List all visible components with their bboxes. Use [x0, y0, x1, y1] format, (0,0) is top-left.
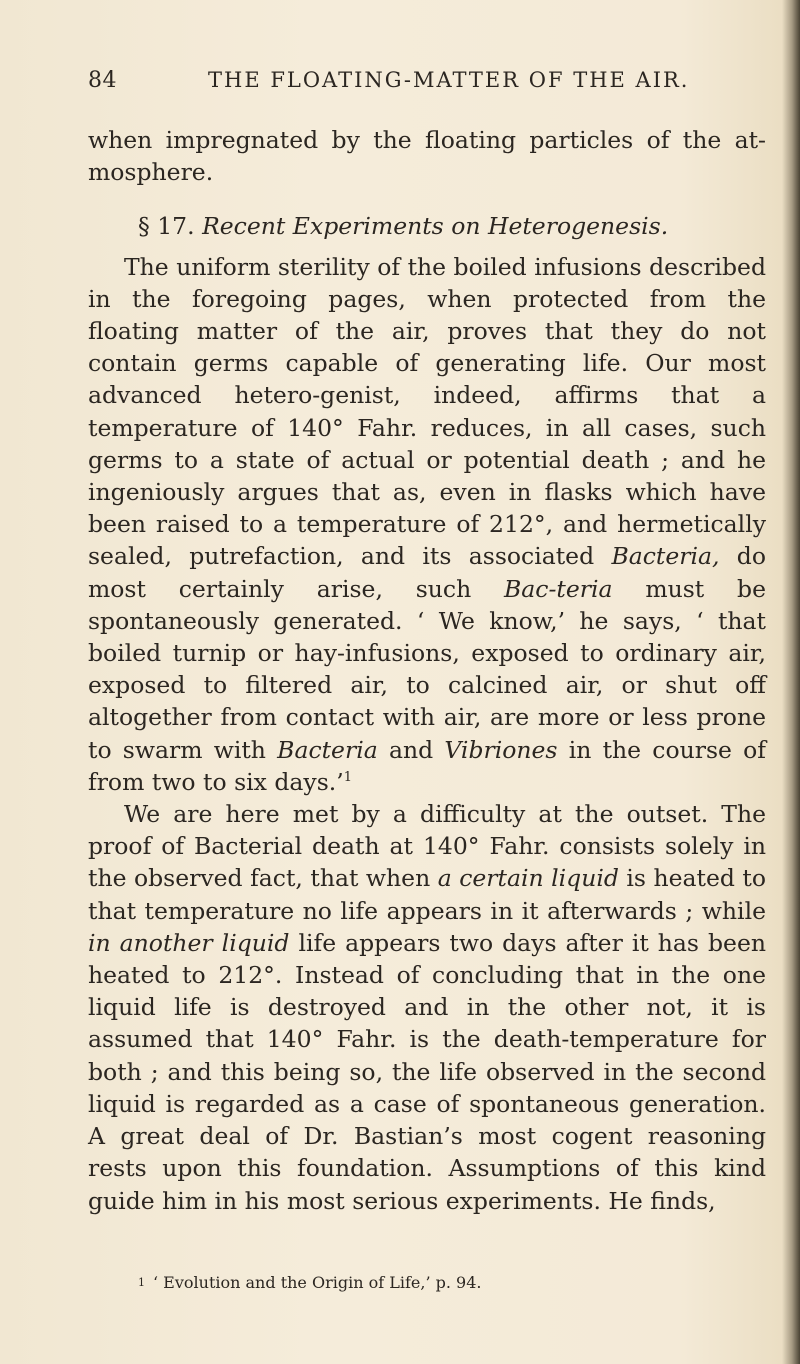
italic-term: Vibriones: [444, 735, 558, 764]
italic-term: Bac-teria: [504, 574, 613, 603]
italic-phrase: a certain liquid: [437, 864, 619, 893]
italic-term: Bacteria: [277, 735, 378, 764]
section-title: Recent Experiments on Heterogenesis.: [202, 212, 669, 241]
italic-term: Bacteria,: [611, 542, 720, 571]
running-head: THE FLOATING-MATTER OF THE AIR.: [208, 68, 690, 92]
italic-phrase: in another liquid: [88, 928, 290, 957]
page-number: 84: [88, 68, 117, 93]
body-text: [88, 124, 766, 1217]
paragraph-continued: when impregnated by the floating particles of the at-mosphere.: [88, 126, 766, 187]
footnote-mark: 1: [138, 1276, 145, 1289]
footnote-text: ‘ Evolution and the Origin of Life,’ p. 94.: [153, 1273, 482, 1292]
paragraph: The uniform sterility of the boiled infusions described in the foregoing pages, when protected from the floating matter of the air, proves that they do not contain germs capable of generating life. Our most advanced hetero-genist, indeed, affirms that a temperature of 140° Fahr. reduces, in all cases, such germs to a state of actual or potential death ; and he ingeniously argues that as, even in flasks which have been raised to a temperature of 212°, and hermetically sealed, putrefaction, and its associated Bacteria, do most certainly arise, such Bac-teria must be spontaneously generated. ‘ We know,’ he says, ‘ that boiled turnip or hay-infusions, exposed to ordinary air, exposed to filtered air, to calcined air, or shut off altogether from contact with air, are more or less prone to swarm with Bacteria and Vibriones in the course of from two to six days.’$^1$: [88, 252, 767, 796]
footnote: [88, 1272, 766, 1294]
section-heading: [88, 210, 766, 242]
page-header: [88, 68, 708, 104]
paragraph: We are here met by a difficulty at the outset. The proof of Bacterial death at 140° Fahr. consists solely in the observed fact, that when a certain liquid is heated to that temperature no life appears in it afterwards ; while in another liquid life appears two days after it has been heated to 212°. Instead of concluding that in the one liquid life is destroyed and in the other not, it is assumed that 140° Fahr. is the death-temperature for both ; and this being so, the life observed in the second liquid is regarded as a case of spontaneous generation. A great deal of Dr. Bastian’s most cogent reasoning rests upon this foundation. Assumptions of this kind guide him in his most serious experiments. He finds,: [88, 800, 766, 1215]
page-edge-shadow: [782, 0, 800, 1364]
section-number: § 17.: [138, 212, 195, 241]
footnote-reference[interactable]: 1: [343, 770, 352, 786]
